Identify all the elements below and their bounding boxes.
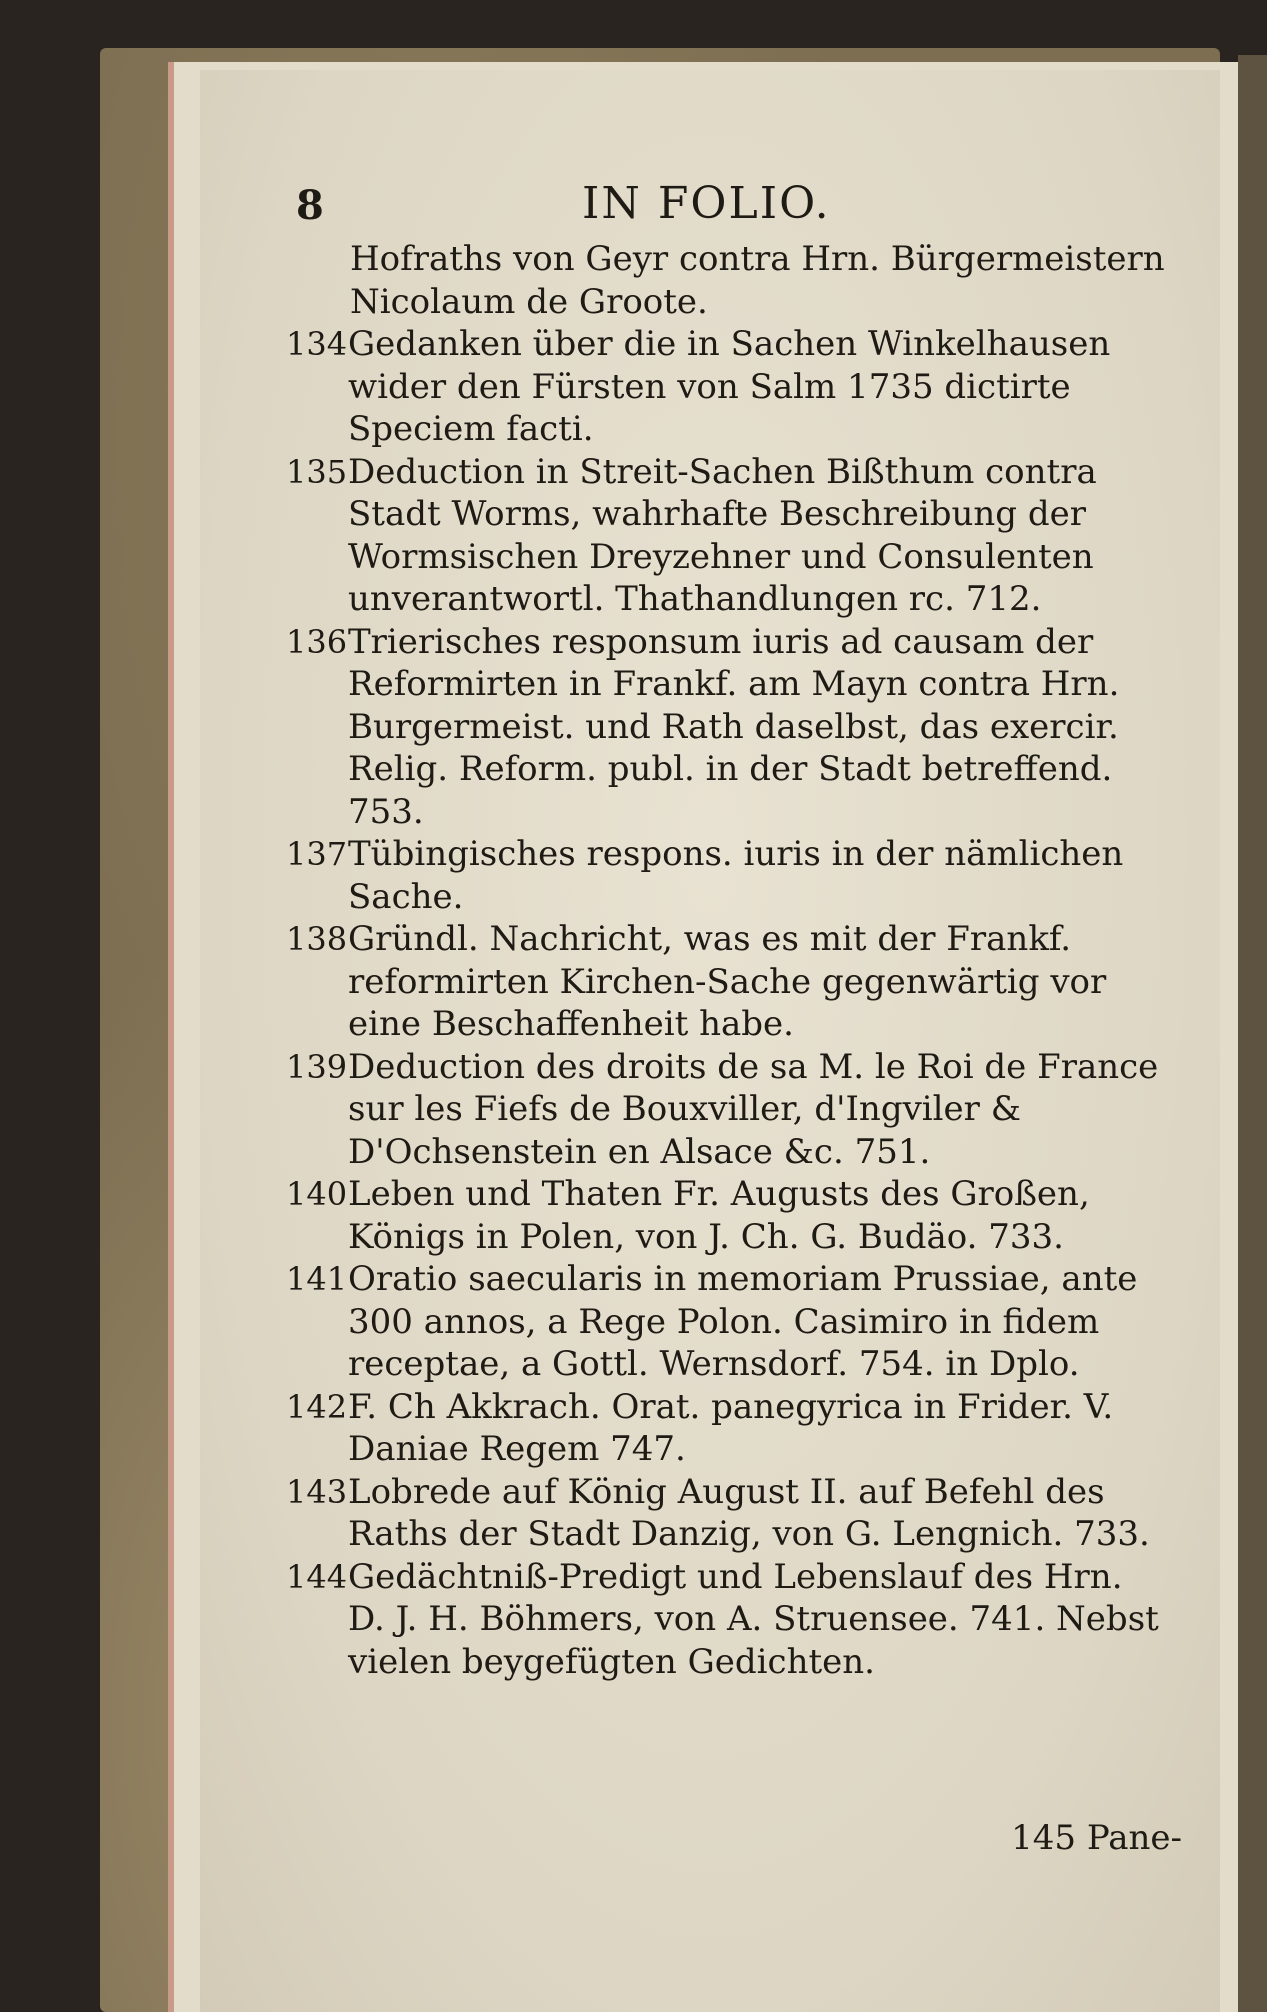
entry-text: Deduction in Streit-Sachen Bißthum contra Stadt Worms, wahrhafte Beschreibung der Wormsischen Dreyzehner und Consulenten unverantwortl. Thathandlungen rc. 712. [348, 451, 1097, 619]
catalog-entry [286, 1386, 1166, 1471]
entry-number: 134 [286, 325, 348, 363]
entry-text: Deduction des droits de sa M. le Roi de France sur les Fiefs de Bouxviller, d'Ingviler & D'Ochsenstein en Alsace &c. 751. [348, 1046, 1159, 1172]
catalog-entry [286, 238, 1166, 323]
entry-number: 137 [286, 835, 348, 873]
book-right-board [1238, 55, 1267, 2012]
entry-text: F. Ch Akkrach. Orat. panegyrica in Frider. V. Daniae Regem 747. [348, 1386, 1114, 1469]
catchword: 145 Pane- [1011, 1818, 1182, 1858]
page-header [200, 178, 1220, 238]
entry-text: Gedanken über die in Sachen Winkelhausen wider den Fürsten von Salm 1735 dictirte Speciem facti. [348, 324, 1111, 449]
entry-text: Tübingisches respons. iuris in der nämlichen Sache. [348, 834, 1124, 917]
entry-number: 139 [286, 1047, 348, 1086]
entry-text: Leben und Thaten Fr. Augusts des Großen, Königs in Polen, von J. Ch. G. Budäo. 733. [348, 1174, 1090, 1257]
running-head: IN FOLIO. [582, 178, 831, 229]
catalog-entry [286, 1258, 1166, 1386]
entry-number: 144 [286, 1557, 348, 1596]
page-number: 8 [296, 182, 324, 229]
catalog-entries [286, 238, 1166, 1683]
entry-number: 136 [286, 622, 348, 661]
entry-number: 135 [286, 452, 348, 491]
catalog-entry [286, 918, 1166, 1046]
entry-text: Lobrede auf König August II. auf Befehl des Raths der Stadt Danzig, von G. Lengnich. 733. [348, 1471, 1150, 1554]
entry-text: Hofraths von Geyr contra Hrn. Bürgermeistern Nicolaum de Groote. [350, 239, 1165, 322]
entry-number: 141 [286, 1260, 348, 1298]
entry-number: 143 [286, 1472, 348, 1511]
entry-number: 142 [286, 1387, 348, 1426]
entry-text: Trierisches responsum iuris ad causam der Reformirten in Frankf. am Mayn contra Hrn. Burgermeist. und Rath daselbst, das exercir. Relig. Reform. publ. in der Stadt betreffend. 753. [348, 621, 1120, 832]
catalog-entry [286, 1046, 1166, 1174]
entry-number: 138 [286, 920, 348, 958]
catalog-entry [286, 1471, 1166, 1556]
entry-text: Gründl. Nachricht, was es mit der Frankf. reformirten Kirchen-Sache gegenwärtig vor eine Beschaffenheit habe. [348, 919, 1107, 1044]
catalog-entry [286, 1556, 1166, 1684]
catalog-entry [286, 1173, 1166, 1258]
catalog-entry [286, 621, 1166, 834]
catalog-entry [286, 451, 1166, 621]
catalog-entry [286, 833, 1166, 918]
entry-number: 140 [286, 1175, 348, 1213]
entry-text: Gedächtniß-Predigt und Lebenslauf des Hrn. D. J. H. Böhmers, von A. Struensee. 741. Nebst vielen beygefügten Gedichten. [348, 1556, 1159, 1682]
entry-text: Oratio saecularis in memoriam Prussiae, ante 300 annos, a Rege Polon. Casimiro in fidem receptae, a Gottl. Wernsdorf. 754. in Dplo. [348, 1259, 1138, 1384]
book-page [200, 70, 1220, 2012]
catalog-entry [286, 323, 1166, 451]
